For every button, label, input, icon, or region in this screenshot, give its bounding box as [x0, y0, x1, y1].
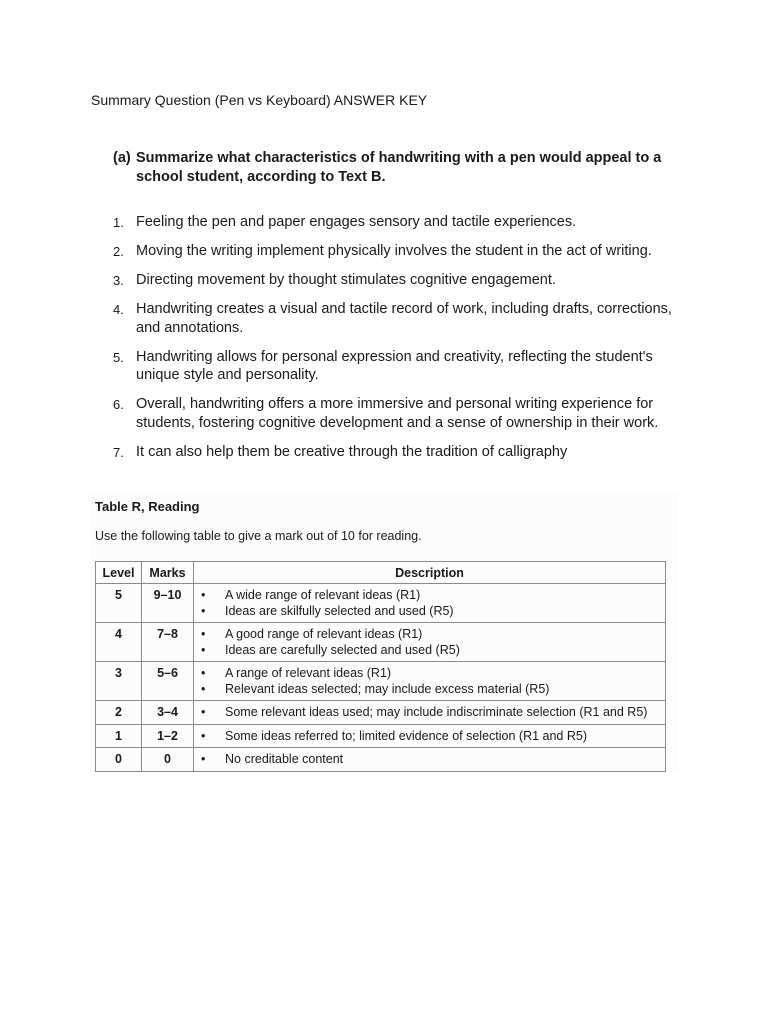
answer-item — [113, 300, 673, 337]
description-cell — [194, 623, 666, 662]
table-row — [96, 701, 666, 725]
description-header: Description — [194, 562, 666, 584]
bullet: • — [201, 752, 206, 766]
question-label: (a) — [113, 150, 131, 166]
description-text: A wide range of relevant ideas (R1) — [225, 588, 421, 602]
answer-item — [113, 395, 673, 432]
mark-scheme-table — [95, 561, 666, 772]
question-prompt — [113, 149, 673, 187]
answer-text: Overall, handwriting offers a more immersive and personal writing experience for students, fostering cognitive development and a sense of ownership in their work. — [136, 396, 659, 431]
level-cell: 2 — [96, 701, 142, 725]
bullet: • — [201, 681, 206, 696]
table-row — [96, 623, 666, 662]
table-row — [96, 724, 666, 748]
description-text: Some relevant ideas used; may include indiscriminate selection (R1 and R5) — [225, 705, 648, 719]
marks-cell: 1–2 — [142, 724, 194, 748]
level-cell: 0 — [96, 748, 142, 772]
description-item — [194, 705, 665, 721]
description-text: A good range of relevant ideas (R1) — [225, 627, 423, 641]
table-row — [96, 748, 666, 772]
answer-item — [113, 242, 673, 261]
description-item — [194, 643, 665, 659]
level-cell: 4 — [96, 623, 142, 662]
answer-text: Handwriting creates a visual and tactile record of work, including drafts, corrections, and annotations. — [136, 301, 672, 336]
answer-item — [113, 443, 673, 462]
level-header: Level — [96, 562, 142, 584]
answer-number: 2. — [113, 244, 124, 259]
marks-cell: 9–10 — [142, 584, 194, 623]
reading-table-image — [90, 494, 678, 772]
answer-item — [113, 213, 673, 232]
answer-text: It can also help them be creative through the tradition of calligraphy — [136, 443, 568, 460]
description-item — [194, 604, 665, 620]
answer-item — [113, 271, 673, 290]
description-text: No creditable content — [225, 752, 344, 766]
bullet: • — [201, 666, 206, 680]
description-text: Ideas are skilfully selected and used (R5) — [225, 603, 454, 618]
answer-text: Moving the writing implement physically involves the student in the act of writing. — [136, 243, 652, 259]
bullet: • — [201, 603, 206, 618]
description-cell — [194, 701, 666, 725]
marks-cell: 7–8 — [142, 623, 194, 662]
table-row — [96, 584, 666, 623]
table-title: Table R, Reading — [95, 499, 200, 514]
answer-number: 7. — [113, 444, 124, 460]
bullet: • — [201, 728, 206, 743]
bullet: • — [201, 705, 206, 719]
answer-number: 6. — [113, 397, 124, 412]
level-cell: 1 — [96, 724, 142, 748]
description-cell — [194, 724, 666, 748]
description-item — [194, 627, 665, 643]
description-item — [194, 729, 665, 745]
description-text: Some ideas referred to; limited evidence of selection (R1 and R5) — [225, 728, 587, 743]
description-cell — [194, 662, 666, 701]
description-text: A range of relevant ideas (R1) — [225, 666, 392, 680]
answer-item — [113, 348, 673, 385]
table-row — [96, 662, 666, 701]
bullet: • — [201, 588, 206, 602]
marks-cell: 5–6 — [142, 662, 194, 701]
description-cell — [194, 748, 666, 772]
marks-cell: 3–4 — [142, 701, 194, 725]
marks-cell: 0 — [142, 748, 194, 772]
level-cell: 5 — [96, 584, 142, 623]
table-header-row — [96, 562, 666, 584]
answer-number: 1. — [113, 215, 124, 230]
bullet: • — [201, 642, 206, 657]
bullet: • — [201, 627, 206, 641]
description-item — [194, 588, 665, 604]
level-cell: 3 — [96, 662, 142, 701]
description-item — [194, 682, 665, 698]
document-title: Summary Question (Pen vs Keyboard) ANSWER KEY — [91, 92, 428, 108]
description-cell — [194, 584, 666, 623]
description-text: Relevant ideas selected; may include excess material (R5) — [225, 681, 550, 696]
description-item — [194, 752, 665, 768]
answer-number: 5. — [113, 349, 124, 365]
answer-list — [113, 213, 673, 472]
marks-header: Marks — [142, 562, 194, 584]
description-item — [194, 666, 665, 682]
answer-text: Directing movement by thought stimulates cognitive engagement. — [136, 272, 556, 288]
answer-number: 3. — [113, 273, 124, 288]
question-text: Summarize what characteristics of handwriting with a pen would appeal to a school student, according to Text B. — [136, 150, 662, 185]
answer-text: Feeling the pen and paper engages sensory and tactile experiences. — [136, 214, 577, 230]
description-text: Ideas are carefully selected and used (R5) — [225, 642, 460, 657]
answer-number: 4. — [113, 302, 124, 317]
table-intro: Use the following table to give a mark out of 10 for reading. — [95, 529, 422, 543]
answer-text: Handwriting allows for personal expression and creativity, reflecting the student's unique style and personality. — [136, 348, 653, 383]
